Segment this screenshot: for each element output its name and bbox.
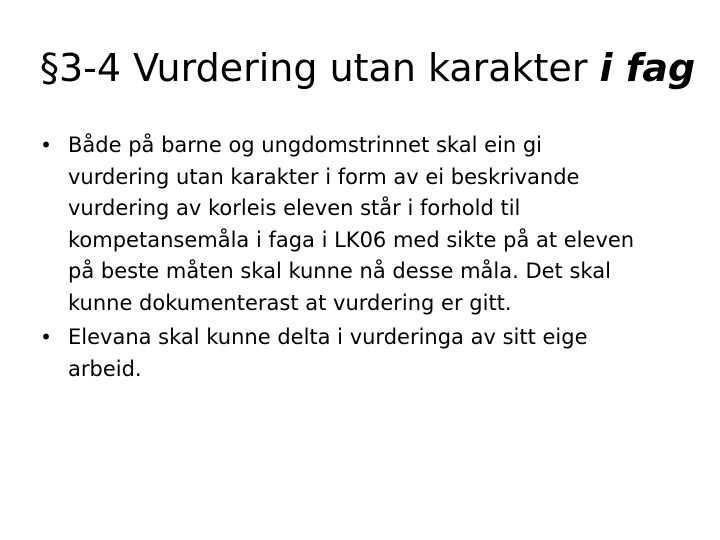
bullet-item	[36, 130, 686, 319]
bullet-list	[36, 130, 686, 388]
bullet-line: kunne dokumenterast at vurdering er gitt.	[68, 290, 512, 315]
bullet-line: Elevana skal kunne delta i vurderinga av sitt eige	[68, 325, 588, 349]
bullet-line: arbeid.	[68, 356, 142, 381]
bullet-line: vurdering av korleis eleven står i forhold til	[68, 196, 521, 220]
slide-title-emphasis: i fag	[599, 46, 696, 90]
bullet-line: på beste måten skal kunne nå desse måla. Det skal	[68, 259, 611, 283]
bullet-line: Både på barne og ungdomstrinnet skal ein gi	[68, 133, 542, 157]
bullet-line: kompetansemåla i faga i LK06 med sikte på at eleven	[68, 227, 635, 252]
bullet-line: vurdering utan karakter i form av ei beskrivande	[68, 164, 580, 189]
bullet-marker: •	[40, 133, 52, 157]
bullet-marker: •	[40, 325, 52, 349]
slide-title	[40, 42, 696, 94]
bullet-item	[36, 322, 686, 385]
slide-title-main: §3-4 Vurdering utan karakter	[40, 46, 600, 90]
